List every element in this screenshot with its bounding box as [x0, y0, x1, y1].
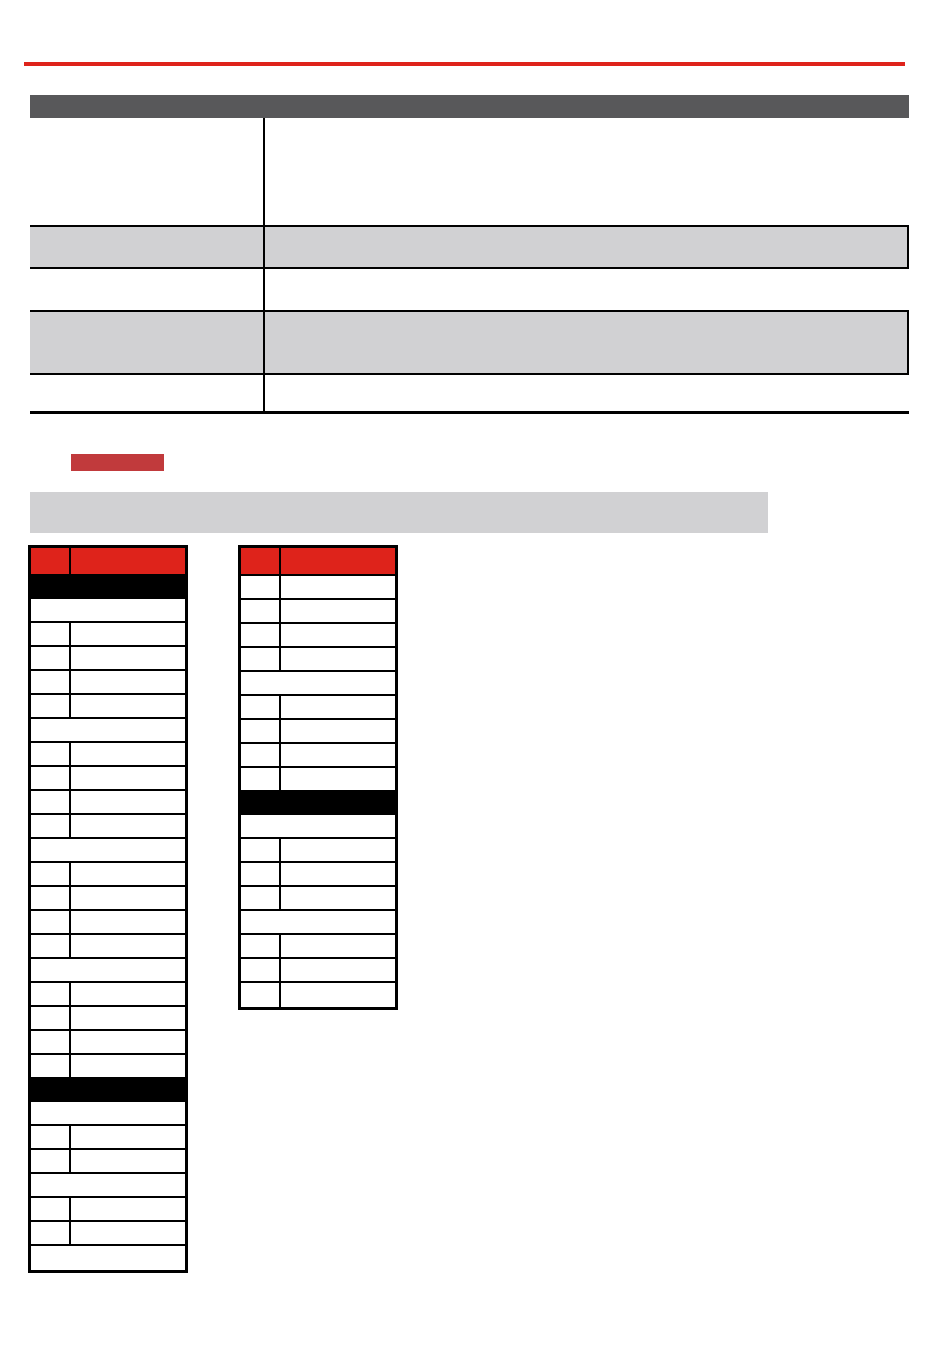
- parts-row-item: [31, 623, 185, 647]
- parts-row-span: [31, 1174, 185, 1198]
- parts-row-item: [241, 983, 395, 1007]
- parts-ref-cell: [31, 623, 71, 645]
- parts-ref-cell: [31, 1222, 71, 1244]
- parts-ref-cell: [241, 720, 281, 742]
- parts-row-item: [241, 624, 395, 648]
- parts-row-item: [31, 935, 185, 959]
- parts-row-item: [31, 1126, 185, 1150]
- spec-cell-value: [265, 312, 907, 373]
- parts-desc-cell: [71, 863, 185, 885]
- parts-row-item: [31, 743, 185, 767]
- parts-desc-cell: [281, 887, 395, 909]
- parts-row-item: [241, 744, 395, 768]
- parts-desc-cell: [281, 768, 395, 790]
- parts-ref-cell: [31, 935, 71, 957]
- parts-desc-cell: [71, 1126, 185, 1148]
- parts-row-item: [31, 983, 185, 1007]
- parts-row-item: [31, 767, 185, 791]
- parts-row-item: [241, 935, 395, 959]
- parts-desc-cell: [281, 720, 395, 742]
- spec-cell-label: [30, 227, 265, 267]
- spec-table-header-bar: [30, 95, 909, 118]
- parts-ref-cell: [31, 647, 71, 669]
- parts-row-item: [241, 648, 395, 672]
- parts-ref-cell: [31, 671, 71, 693]
- parts-ref-cell: [31, 1126, 71, 1148]
- parts-ref-cell: [241, 768, 281, 790]
- parts-row-item: [31, 1031, 185, 1055]
- parts-table-header-row: [31, 548, 185, 576]
- parts-ref-cell: [241, 935, 281, 957]
- parts-ref-cell: [241, 648, 281, 670]
- parts-desc-cell: [71, 1031, 185, 1053]
- parts-desc-cell: [71, 1222, 185, 1244]
- parts-row-item: [31, 887, 185, 911]
- spec-cell-label: [30, 118, 265, 225]
- parts-ref-cell: [31, 983, 71, 1005]
- parts-ref-cell: [31, 863, 71, 885]
- parts-row-section: [241, 792, 395, 815]
- parts-row-item: [31, 1055, 185, 1079]
- parts-row-item: [31, 815, 185, 839]
- parts-ref-cell: [241, 887, 281, 909]
- parts-desc-cell: [71, 887, 185, 909]
- parts-ref-cell: [241, 576, 281, 598]
- parts-row-span: [31, 959, 185, 983]
- parts-ref-cell: [31, 815, 71, 837]
- parts-ref-cell: [31, 695, 71, 717]
- parts-desc-cell: [71, 815, 185, 837]
- parts-row-span: [241, 815, 395, 839]
- parts-desc-cell: [71, 1150, 185, 1172]
- parts-desc-cell: [281, 696, 395, 718]
- parts-row-item: [31, 911, 185, 935]
- spec-row: [30, 118, 909, 225]
- parts-row-item: [241, 959, 395, 983]
- spec-row: [30, 267, 909, 310]
- parts-desc-cell: [71, 743, 185, 765]
- parts-desc-cell: [281, 935, 395, 957]
- parts-desc-cell: [281, 959, 395, 981]
- parts-row-section: [31, 1079, 185, 1102]
- parts-row-span: [241, 672, 395, 696]
- parts-ref-cell: [31, 743, 71, 765]
- parts-row-item: [31, 1222, 185, 1246]
- parts-row-item: [31, 695, 185, 719]
- parts-row-span: [31, 1246, 185, 1270]
- parts-desc-cell: [71, 647, 185, 669]
- parts-ref-cell: [31, 911, 71, 933]
- parts-row-item: [241, 839, 395, 863]
- parts-row-item: [241, 696, 395, 720]
- spec-cell-label: [30, 375, 265, 411]
- parts-ref-cell: [31, 1055, 71, 1077]
- parts-row-item: [241, 576, 395, 600]
- spec-row: [30, 310, 909, 373]
- spec-table-body: [30, 118, 909, 414]
- parts-row-item: [241, 720, 395, 744]
- parts-ref-cell: [241, 839, 281, 861]
- parts-header-ref-cell: [241, 548, 281, 574]
- parts-ref-cell: [31, 1007, 71, 1029]
- parts-desc-cell: [71, 911, 185, 933]
- parts-row-item: [241, 768, 395, 792]
- parts-row-item: [31, 1150, 185, 1174]
- parts-row-item: [31, 647, 185, 671]
- parts-header-desc-cell: [71, 548, 185, 574]
- parts-desc-cell: [71, 1007, 185, 1029]
- parts-ref-cell: [31, 767, 71, 789]
- spec-table: [30, 95, 909, 414]
- parts-row-span: [31, 1102, 185, 1126]
- parts-desc-cell: [71, 623, 185, 645]
- section-banner: [30, 492, 768, 533]
- parts-ref-cell: [31, 1150, 71, 1172]
- parts-desc-cell: [281, 744, 395, 766]
- parts-desc-cell: [71, 983, 185, 1005]
- parts-row-item: [241, 863, 395, 887]
- spec-cell-label: [30, 312, 265, 373]
- parts-desc-cell: [281, 983, 395, 1007]
- parts-row-span: [31, 599, 185, 623]
- parts-table-left: [28, 545, 188, 1273]
- parts-row-span: [31, 839, 185, 863]
- parts-row-item: [31, 1198, 185, 1222]
- parts-table-right: [238, 545, 398, 1010]
- parts-ref-cell: [241, 600, 281, 622]
- parts-ref-cell: [241, 959, 281, 981]
- parts-header-ref-cell: [31, 548, 71, 574]
- section-badge: [71, 454, 164, 471]
- parts-ref-cell: [241, 624, 281, 646]
- spec-cell-value: [265, 375, 909, 411]
- parts-desc-cell: [71, 935, 185, 957]
- parts-desc-cell: [71, 767, 185, 789]
- parts-row-span: [241, 911, 395, 935]
- parts-ref-cell: [31, 887, 71, 909]
- parts-desc-cell: [71, 1055, 185, 1077]
- top-rule: [24, 62, 905, 66]
- parts-desc-cell: [281, 648, 395, 670]
- parts-row-item: [31, 791, 185, 815]
- parts-ref-cell: [31, 1031, 71, 1053]
- parts-ref-cell: [241, 863, 281, 885]
- parts-row-section: [31, 576, 185, 599]
- parts-table-header-row: [241, 548, 395, 576]
- parts-desc-cell: [71, 695, 185, 717]
- spec-row: [30, 373, 909, 411]
- parts-row-item: [31, 671, 185, 695]
- parts-ref-cell: [241, 983, 281, 1007]
- parts-desc-cell: [281, 576, 395, 598]
- parts-desc-cell: [281, 600, 395, 622]
- parts-ref-cell: [241, 696, 281, 718]
- spec-cell-label: [30, 269, 265, 310]
- parts-row-item: [31, 863, 185, 887]
- spec-row: [30, 225, 909, 267]
- parts-desc-cell: [281, 839, 395, 861]
- spec-cell-value: [265, 118, 909, 225]
- parts-desc-cell: [281, 863, 395, 885]
- parts-ref-cell: [31, 791, 71, 813]
- parts-header-desc-cell: [281, 548, 395, 574]
- parts-row-span: [31, 719, 185, 743]
- parts-row-item: [241, 600, 395, 624]
- spec-cell-value: [265, 269, 909, 310]
- parts-row-item: [31, 1007, 185, 1031]
- spec-cell-value: [265, 227, 907, 267]
- parts-ref-cell: [31, 1198, 71, 1220]
- parts-desc-cell: [71, 791, 185, 813]
- parts-row-item: [241, 887, 395, 911]
- parts-desc-cell: [71, 1198, 185, 1220]
- parts-desc-cell: [281, 624, 395, 646]
- parts-ref-cell: [241, 744, 281, 766]
- parts-desc-cell: [71, 671, 185, 693]
